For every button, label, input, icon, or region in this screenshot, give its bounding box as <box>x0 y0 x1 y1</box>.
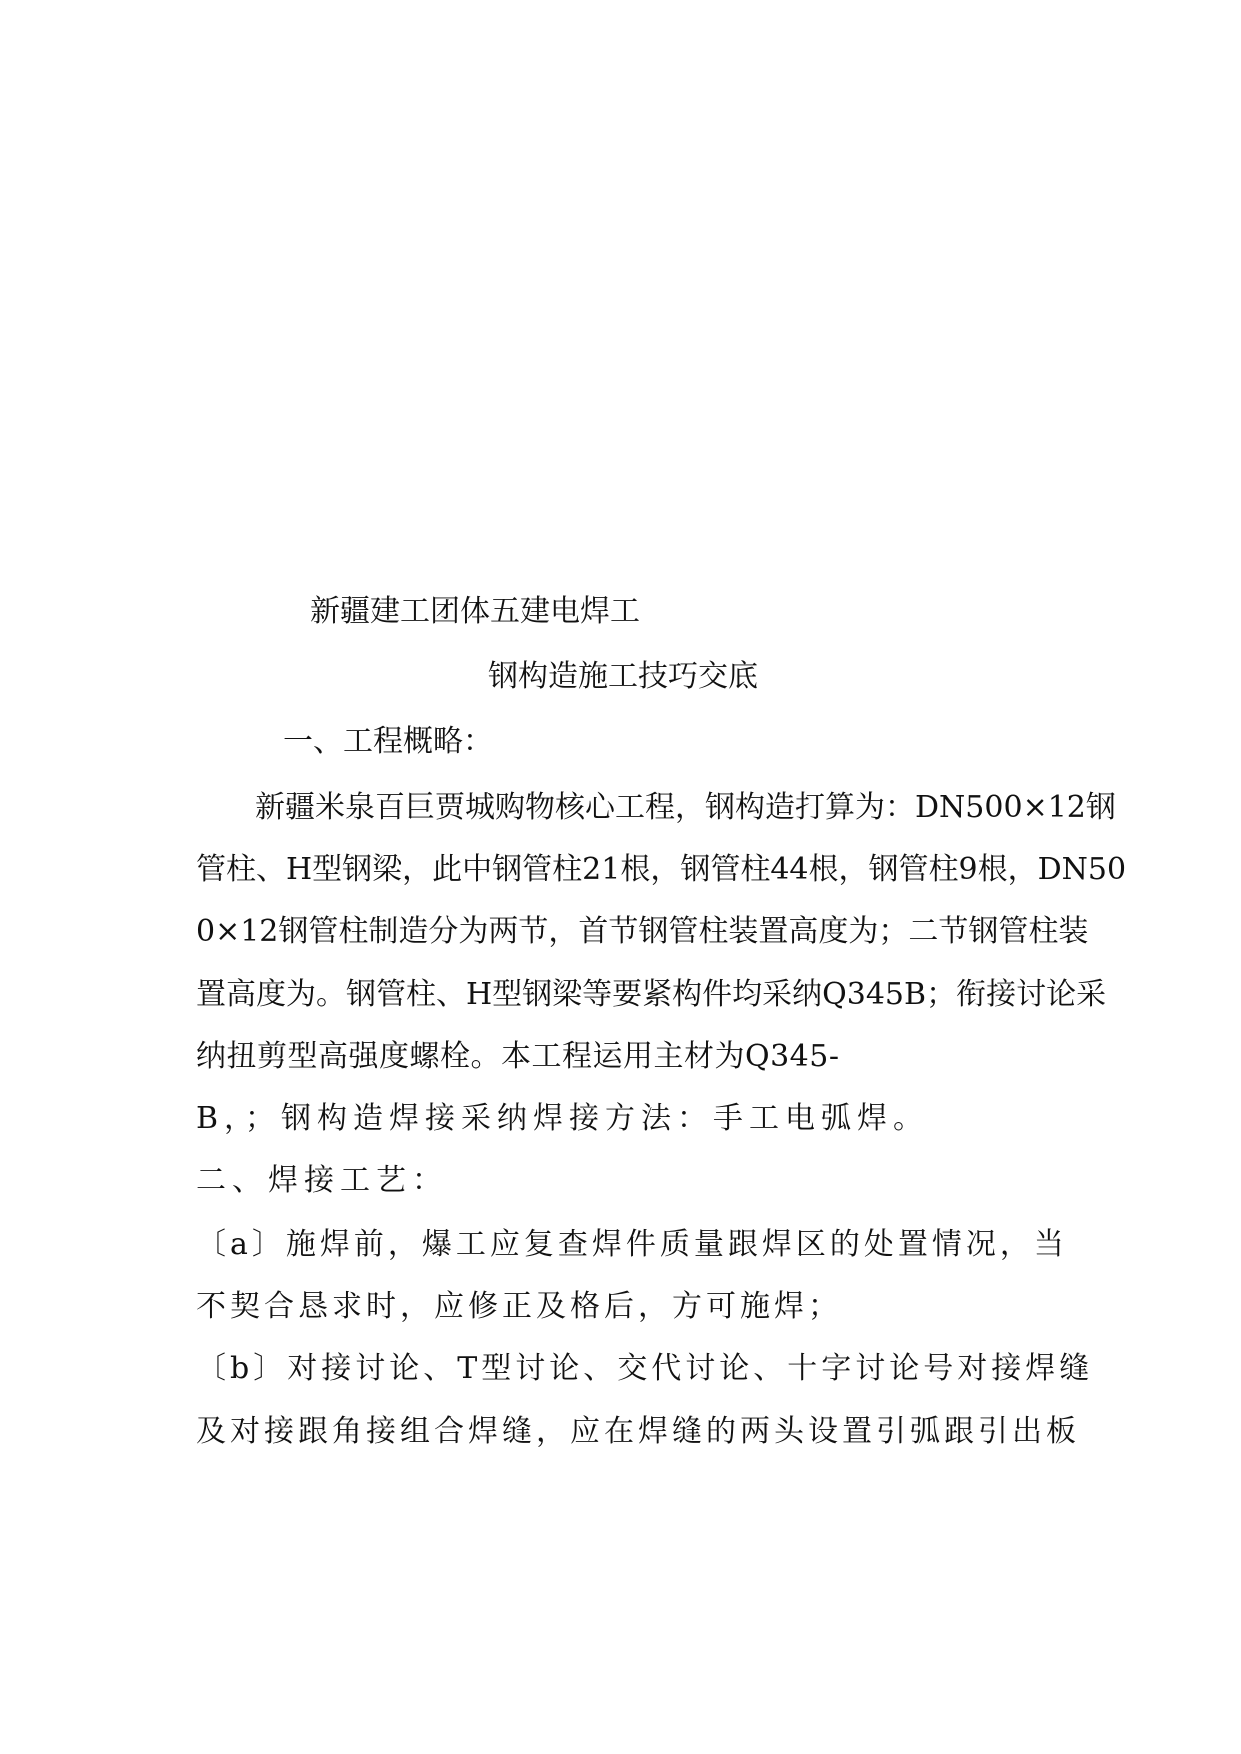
paragraph-line: 管柱、H型钢梁，此中钢管柱21根，钢管柱44根，钢管柱9根，DN50 <box>196 852 1127 887</box>
section-heading-overview: 一、工程概略： <box>283 724 493 759</box>
paragraph-line: 新疆米泉百巨贾城购物核心工程，钢构造打算为：DN500×12钢 <box>255 790 1116 825</box>
list-item-b-line: 及对接跟角接组合焊缝，应在焊缝的两头设置引弧跟引出板 <box>196 1414 1080 1449</box>
list-item-a-line: 不契合恳求时，应修正及格后，方可施焊； <box>196 1289 842 1324</box>
list-item-a-line: 〔a〕施焊前，爆工应复查焊件质量跟焊区的处置情况，当 <box>196 1227 1068 1262</box>
paragraph-line: 纳扭剪型高强度螺栓。本工程运用主材为Q345- <box>196 1039 840 1074</box>
document-title-org: 新疆建工团体五建电焊工 <box>310 594 640 629</box>
section-heading-welding-process: 二、焊接工艺： <box>196 1163 448 1198</box>
paragraph-line: 0×12钢管柱制造分为两节，首节钢管柱装置高度为；二节钢管柱装 <box>196 914 1089 949</box>
paragraph-line: 置高度为。钢管柱、H型钢梁等要紧构件均采纳Q345B；衔接讨论采 <box>196 977 1107 1012</box>
paragraph-line: B，；钢构造焊接采纳焊接方法：手工电弧焊。 <box>196 1101 930 1136</box>
list-item-b-line: 〔b〕对接讨论、T型讨论、交代讨论、十字讨论号对接焊缝 <box>196 1351 1094 1386</box>
document-title-subject: 钢构造施工技巧交底 <box>488 659 758 694</box>
